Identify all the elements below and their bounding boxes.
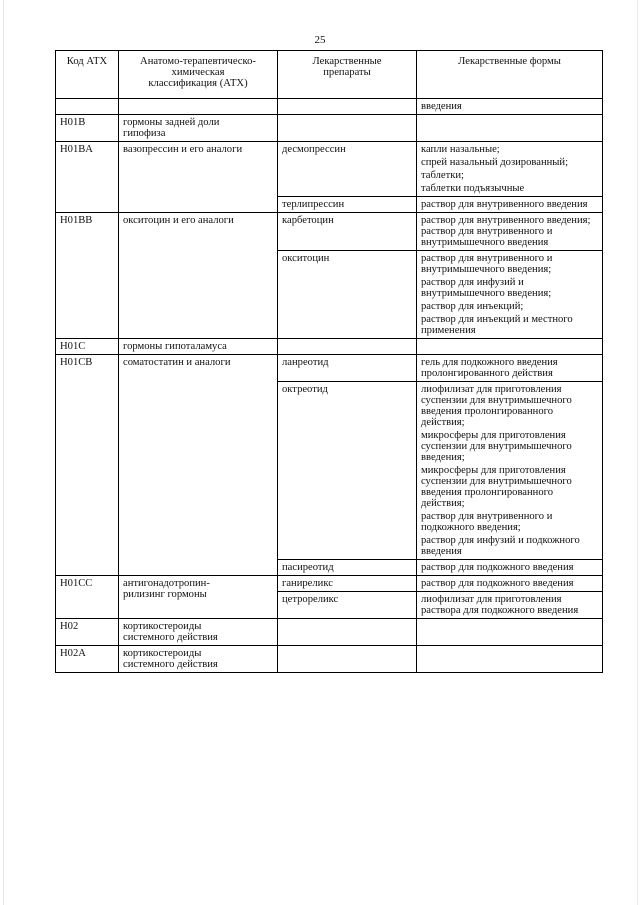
dosage-form: капли назальные; (421, 144, 500, 155)
cell-forms (417, 646, 603, 673)
dosage-form: раствор для подкожного введения (421, 562, 574, 573)
table-row (56, 142, 603, 197)
header-drugs-line: Лекарственные (312, 56, 382, 67)
cell-code: H01CB (56, 355, 119, 576)
cell-drug: ланреотид (278, 355, 417, 382)
cell-classification (119, 99, 278, 115)
header-forms: Лекарственные формы (417, 51, 603, 99)
cell-code: H01B (56, 115, 119, 142)
cell-code: H02 (56, 619, 119, 646)
dosage-form: раствор для внутривенного введения; раствор для внутривенного и внутримышечного введения (421, 215, 591, 248)
dosage-form: раствор для инъекций; (421, 301, 524, 312)
cell-forms (417, 382, 603, 560)
cell-classification: соматостатин и аналоги (119, 355, 278, 576)
cell-drug (278, 646, 417, 673)
cell-forms (417, 339, 603, 355)
scan-edge-right (637, 0, 638, 905)
cell-drug: октреотид (278, 382, 417, 560)
cell-drug: окситоцин (278, 251, 417, 339)
dosage-form: спрей назальный дозированный; (421, 157, 569, 168)
cell-forms (417, 142, 603, 197)
dosage-form: микросферы для приготовления суспензии для внутримышечного введения пролонгированного действия; (421, 465, 572, 509)
cell-forms (417, 560, 603, 576)
cell-drug: пасиреотид (278, 560, 417, 576)
cell-forms (417, 197, 603, 213)
dosage-form: лиофилизат для приготовления суспензии для внутримышечного введения пролонгированного действия; (421, 384, 572, 428)
scan-edge-left (3, 0, 4, 905)
classification-line: рилизинг гормоны (123, 589, 207, 600)
dosage-form: раствор для подкожного введения (421, 578, 574, 589)
table-row (56, 355, 603, 382)
header-classification-line: классификация (АТХ) (148, 78, 248, 89)
cell-drug (278, 115, 417, 142)
header-drugs-line: препараты (323, 67, 371, 78)
cell-forms (417, 213, 603, 251)
cell-classification (119, 576, 278, 619)
table-row (56, 339, 603, 355)
dosage-form: лиофилизат для приготовления раствора для подкожного введения (421, 594, 579, 616)
dosage-form: гель для подкожного введения пролонгированного действия (421, 357, 558, 379)
cell-code: H01BA (56, 142, 119, 213)
cell-classification: окситоцин и его аналоги (119, 213, 278, 339)
header-classification-line: химическая (171, 67, 225, 78)
cell-drug: цетрореликс (278, 592, 417, 619)
cell-code: H01CC (56, 576, 119, 619)
dosage-form: раствор для инъекций и местного применения (421, 314, 573, 336)
cell-classification: вазопрессин и его аналоги (119, 142, 278, 213)
classification-line: системного действия (123, 659, 218, 670)
cell-drug: карбетоцин (278, 213, 417, 251)
cell-forms: введения (417, 99, 603, 115)
dosage-form: раствор для внутривенного введения (421, 199, 588, 210)
table-row (56, 115, 603, 142)
dosage-form: раствор для инфузий и подкожного введения (421, 535, 580, 557)
classification-line: кортикостероиды (123, 648, 202, 659)
cell-classification (119, 115, 278, 142)
cell-code: H01BB (56, 213, 119, 339)
classification-line: системного действия (123, 632, 218, 643)
dosage-form: таблетки подъязычные (421, 183, 525, 194)
cell-drug (278, 339, 417, 355)
table-header-row (56, 51, 603, 99)
cell-code (56, 99, 119, 115)
dosage-form: раствор для внутривенного и подкожного введения; (421, 511, 553, 533)
table-row (56, 576, 603, 592)
cell-forms (417, 576, 603, 592)
cell-classification (119, 619, 278, 646)
table-row (56, 213, 603, 251)
cell-forms (417, 115, 603, 142)
cell-forms (417, 619, 603, 646)
dosage-form: таблетки; (421, 170, 464, 181)
classification-line: кортикостероиды (123, 621, 202, 632)
cell-drug: терлипрессин (278, 197, 417, 213)
atx-table (55, 50, 603, 673)
header-classification (119, 51, 278, 99)
table-row (56, 646, 603, 673)
dosage-form: микросферы для приготовления суспензии для внутримышечного введения; (421, 430, 572, 463)
classification-line: антигонадотропин- (123, 578, 210, 589)
cell-code: H02A (56, 646, 119, 673)
cell-drug (278, 619, 417, 646)
cell-drug (278, 99, 417, 115)
header-code: Код АТХ (56, 51, 119, 99)
classification-line: гормоны задней доли (123, 117, 220, 128)
table-row (56, 619, 603, 646)
cell-forms (417, 592, 603, 619)
classification-line: гипофиза (123, 128, 166, 139)
dosage-form: раствор для инфузий и внутримышечного введения; (421, 277, 552, 299)
cell-classification: гормоны гипоталамуса (119, 339, 278, 355)
table-row (56, 99, 603, 115)
cell-drug: десмопрессин (278, 142, 417, 197)
cell-classification (119, 646, 278, 673)
dosage-form: раствор для внутривенного и внутримышечного введения; (421, 253, 553, 275)
cell-drug: ганиреликс (278, 576, 417, 592)
page-number: 25 (314, 34, 326, 46)
cell-forms (417, 251, 603, 339)
header-drugs (278, 51, 417, 99)
cell-code: H01C (56, 339, 119, 355)
cell-forms (417, 355, 603, 382)
header-classification-line: Анатомо-терапевтическо- (140, 56, 256, 67)
